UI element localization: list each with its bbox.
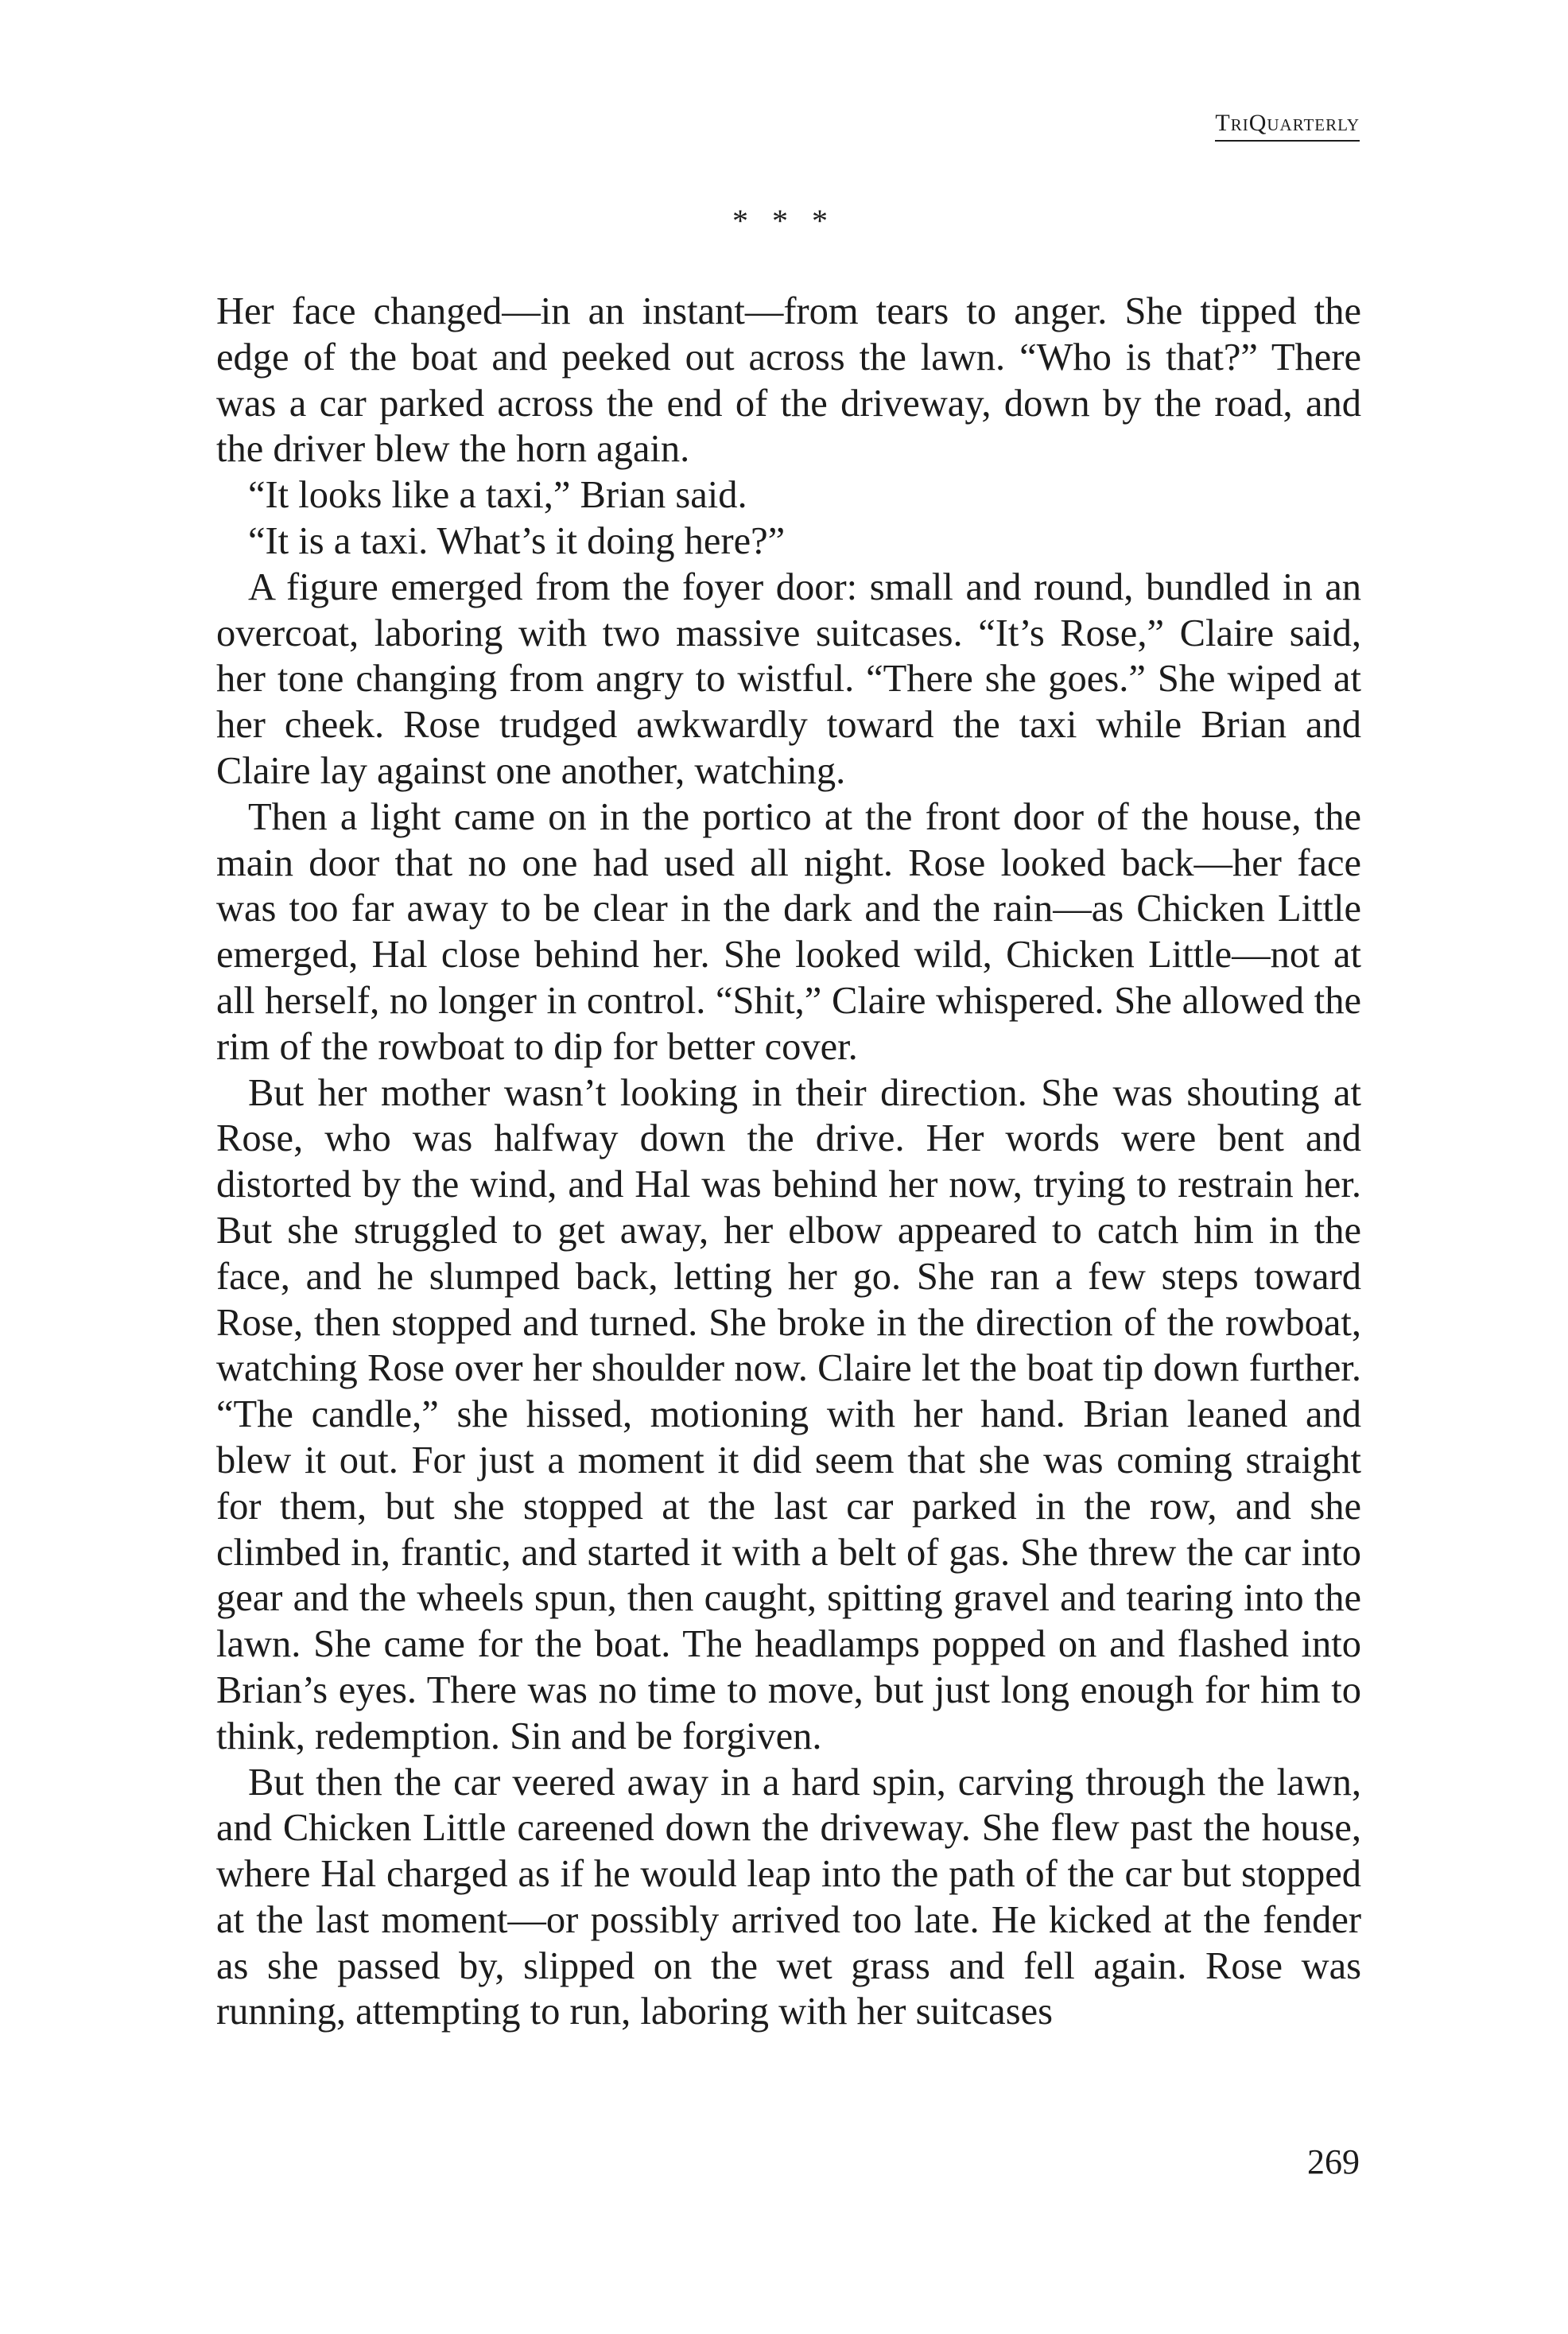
paragraph: Her face changed—in an instant—from tears to anger. She tipped the edge of the boat and peeked out across the lawn. “Who is that?” There was a car parked across the end of the driveway, down by the road, and the driver blew the horn again.: [216, 290, 1361, 471]
running-head: [1215, 111, 1360, 142]
paragraph: But then the car veered away in a hard spin, carving through the lawn, and Chicken Little careened down the driveway. She flew past the house, where Hal charged as if he would leap into the path of the car but stopped at the last moment—or possibly arrived too late. He kicked at the fender as she passed by, slipped on the wet grass and fell again. Rose was running, attempting to run, laboring with her suitcases: [216, 1761, 1361, 2033]
body-text: [216, 289, 1361, 2035]
journal-title: TriQuarterly: [1215, 110, 1360, 136]
paragraph: Then a light came on in the portico at the front door of the house, the main door that no one had used all night. Rose looked back—her face was too far away to be clear in the dark and the rain—as Chicken Little emerged, Hal close behind her. She looked wild, Chicken Little—not at all herself, no longer in control. “Shit,” Claire whispered. She allowed the rim of the rowboat to dip for better cover.: [216, 795, 1361, 1068]
section-break: * * *: [732, 203, 836, 239]
paragraph: “It is a taxi. What’s it doing here?”: [248, 519, 786, 562]
paragraph: “It looks like a taxi,” Brian said.: [248, 474, 747, 517]
page-number: 269: [1307, 2142, 1360, 2181]
paragraph: A figure emerged from the foyer door: small and round, bundled in an overcoat, laboring with two massive suitcases. “It’s Rose,” Claire said, her tone changing from angry to wistful. “There she goes.” She wiped at her cheek. Rose trudged awkwardly toward the taxi while Brian and Claire lay against one another, watching.: [216, 565, 1361, 792]
paragraph: But her mother wasn’t looking in their direction. She was shouting at Rose, who was halfway down the drive. Her words were bent and distorted by the wind, and Hal was behind her now, trying to restrain her. But she struggled to get away, her elbow appeared to catch him in the face, and he slumped back, letting her go. She ran a few steps toward Rose, then stopped and turned. She broke in the direction of the rowboat, watching Rose over her shoulder now. Claire let the boat tip down further. “The candle,” she hissed, motioning with her hand. Brian leaned and blew it out. For just a moment it did seem that she was coming straight for them, but she stopped at the last car parked in the row, and she climbed in, frantic, and started it with a belt of gas. She threw the car into gear and the wheels spun, then caught, spitting gravel and tearing into the lawn. She came for the boat. The headlamps popped on and flashed into Brian’s eyes. There was no time to move, but just long enough for him to think, redemption. Sin and be forgiven.: [216, 1071, 1361, 1757]
